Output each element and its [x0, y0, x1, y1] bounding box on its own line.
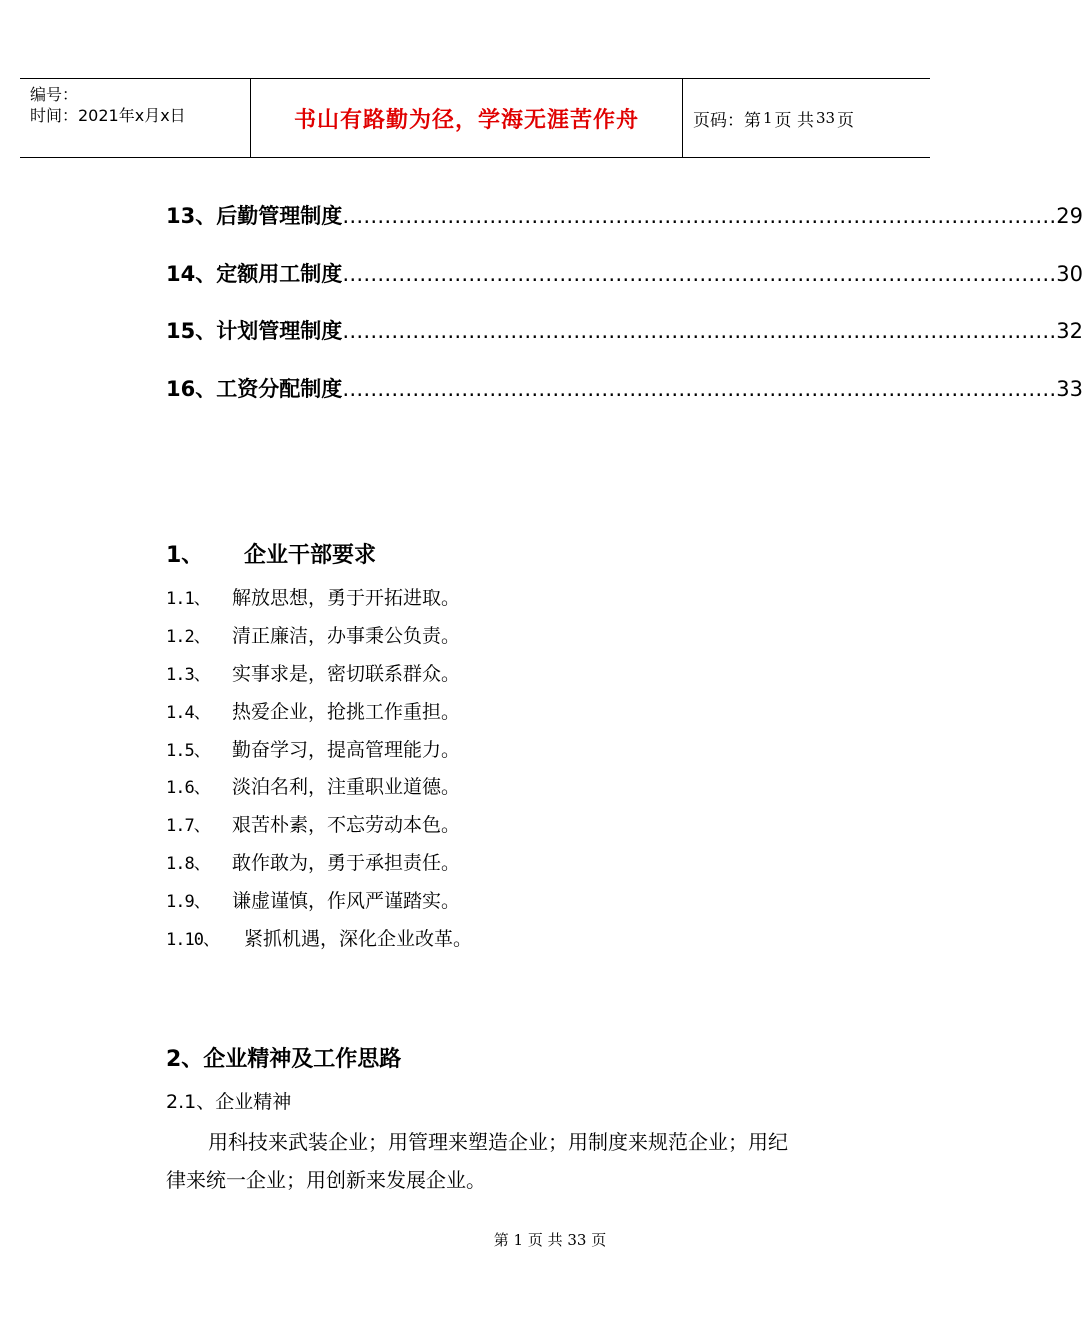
table-of-contents: [166, 200, 1083, 430]
list-item-text: 清正廉洁，办事秉公负责。: [232, 624, 461, 647]
list-item: [166, 772, 816, 810]
page-total: 33: [815, 109, 836, 127]
list-item-number: 1.9、: [166, 892, 210, 913]
list-item-text: 艰苦朴素，不忘劳动本色。: [232, 814, 461, 837]
list-item: [166, 583, 816, 621]
page-mid: 页 共: [774, 110, 814, 131]
list-item: [166, 697, 816, 735]
list-item: [166, 621, 816, 659]
page-header: [20, 78, 930, 158]
toc-item-label: 15、计划管理制度: [166, 319, 343, 343]
header-motto: 书山有路勤为径，学海无涯苦作舟: [251, 79, 683, 157]
list-item-number: 1.1、: [166, 589, 210, 609]
header-page-number: [683, 79, 930, 157]
list-item-number: 1.6、: [166, 778, 210, 799]
list-item-number: 1.7、: [166, 816, 210, 837]
list-item-text: 紧抓机遇，深化企业改革。: [244, 928, 473, 951]
list-item-text: 敢作敢为，勇于承担责任。: [232, 852, 461, 875]
list-item-number: 1.5、: [166, 740, 210, 761]
page-footer: 第 1 页 共 33 页: [493, 1231, 607, 1249]
toc-item-label: 13、后勤管理制度: [166, 204, 343, 228]
list-item-number: 1.10、: [166, 930, 219, 951]
list-item-text: 勤奋学习，提高管理能力。: [232, 738, 461, 761]
list-item: [166, 659, 816, 697]
list-item-number: 1.2、: [166, 626, 210, 647]
toc-item[interactable]: [166, 373, 1083, 431]
toc-item-page: 33: [1056, 376, 1083, 401]
list-item-number: 1.3、: [166, 664, 210, 685]
section-1-heading: [166, 538, 376, 569]
list-item: [166, 924, 816, 962]
list-item: [166, 848, 816, 886]
page-suffix: 页: [837, 110, 855, 131]
enterprise-spirit-paragraph: 用科技来武装企业；用管理来塑造企业；用制度来规范企业；用纪律来统一企业；用创新来发展企业。: [166, 1130, 788, 1192]
toc-leader-dots: …………………………………………………………………………………………: [342, 261, 1057, 286]
list-item: [166, 886, 816, 924]
section-1-title: 企业干部要求: [244, 543, 377, 568]
list-item-text: 热爱企业，抢挑工作重担。: [232, 700, 461, 723]
toc-leader-dots: …………………………………………………………………………………………: [342, 204, 1057, 228]
toc-item-page: 32: [1056, 319, 1083, 343]
requirements-list: [166, 583, 816, 962]
toc-item-label: 16、工资分配制度: [166, 376, 343, 401]
toc-item-page: 30: [1056, 261, 1083, 286]
list-item-number: 1.8、: [166, 854, 210, 875]
list-item-text: 实事求是，密切联系群众。: [232, 662, 461, 685]
list-item-number: 1.4、: [166, 702, 210, 723]
page-current: 1: [763, 109, 773, 127]
section-1-number: 1、: [166, 543, 204, 568]
toc-item[interactable]: [166, 315, 1083, 373]
page-prefix: 页码：第: [693, 110, 761, 131]
toc-item-label: 14、定额用工制度: [166, 261, 343, 286]
toc-leader-dots: …………………………………………………………………………………………: [342, 376, 1057, 401]
section-2-heading: 2、企业精神及工作思路: [166, 1047, 402, 1072]
list-item-text: 解放思想，勇于开拓进取。: [232, 587, 461, 609]
header-meta: [20, 79, 251, 157]
toc-item[interactable]: [166, 200, 1083, 258]
toc-item[interactable]: [166, 258, 1083, 316]
toc-leader-dots: …………………………………………………………………………………………: [342, 319, 1057, 343]
list-item: [166, 810, 816, 848]
toc-item-page: 29: [1056, 204, 1083, 228]
list-item: [166, 735, 816, 773]
serial-label: 编号：: [30, 85, 79, 104]
list-item-text: 谦虚谨慎，作风严谨踏实。: [232, 890, 461, 913]
section-2-1-heading: 2.1、企业精神: [166, 1091, 292, 1113]
list-item-text: 淡泊名利，注重职业道德。: [232, 776, 461, 799]
time-text: 时间：2021年x月x日: [30, 106, 186, 125]
